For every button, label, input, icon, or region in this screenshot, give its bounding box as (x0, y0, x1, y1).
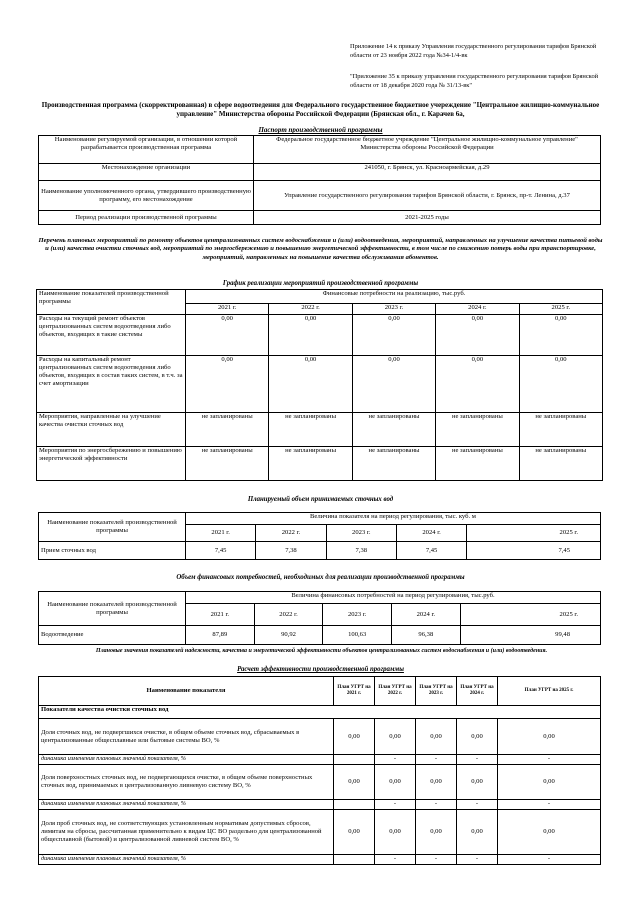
cell-value: 0,00 (457, 810, 498, 855)
cell-value: 0,00 (375, 719, 416, 755)
year-header: 2024 г. (392, 604, 461, 626)
volume-col-name: Наименование показателей производственной программы (39, 513, 186, 542)
cell-value: не запланированы (269, 413, 352, 447)
dynamics-value: - (498, 755, 601, 765)
passport-row (39, 164, 601, 181)
year-header: 2025 г. (467, 525, 601, 542)
passport-heading: Паспорт производственной программы (258, 126, 383, 134)
cell-value: не запланированы (436, 413, 519, 447)
passport-value: Федеральное государственное бюджетное учреждение "Центральное жилищно-коммунальное управление" Министерства обороны Российской Федерации (254, 136, 601, 164)
cell-value: 0,00 (519, 315, 602, 356)
cell-value: 0,00 (457, 765, 498, 800)
table-row (39, 542, 601, 560)
year-header: 2024 г. (396, 525, 466, 542)
dynamics-value: - (498, 800, 601, 810)
year-header: 2024 г. (436, 304, 519, 315)
reliability-table (38, 676, 601, 865)
reliability-col-name: Наименование показателя (39, 677, 334, 706)
cell-value: 0,00 (416, 719, 457, 755)
passport-value: 241050, г. Брянск, ул. Красноармейская, д.29 (254, 164, 601, 181)
appendix-line-2: "Приложение 35 к приказу управления государственного регулирования тарифов Брянской области от 18 декабря 2020 года № 31/13-вк" (350, 73, 599, 89)
measures-table (36, 289, 603, 481)
plan-header: План УГРТ на 2025 г. (498, 677, 601, 706)
measures-subheading: График реализации мероприятий производственной программы (222, 280, 419, 287)
passport-label: Наименование регулируемой организации, в отношении которой разрабатывается производственная программа (39, 136, 254, 164)
cell-value: 7,38 (256, 542, 326, 560)
row-label: Мероприятия по энергосбережению и повышению энергетической эффективности (37, 447, 186, 481)
measures-col-name: Наименование показателей производственной программы (37, 290, 186, 315)
cell-value: 0,00 (519, 356, 602, 413)
year-header: 2025 г. (519, 304, 602, 315)
dynamics-label: динамика изменения плановых значений показателя, % (39, 855, 334, 865)
volume-table (38, 512, 601, 560)
passport-value: 2021-2025 годы (254, 211, 601, 225)
cell-value: не запланированы (436, 447, 519, 481)
row-label: Доля поверхностных сточных вод, не подвергающихся очистке, в общем объеме поверхностных сточных вод, принимаемых в централизованную ливневую систему ВО, % (39, 765, 334, 800)
appendix-line-1: Приложение 14 к приказу Управления государственного регулирования тарифов Брянской области от 23 ноября 2022 года №34-1/4-вк (350, 43, 597, 59)
dynamics-value: - (457, 800, 498, 810)
reliability-subheading: Расчет эффективности производственной программы (237, 666, 404, 673)
year-header: 2021 г. (186, 604, 255, 626)
cell-value: 0,00 (416, 765, 457, 800)
cell-value: 87,89 (186, 626, 255, 645)
cell-value: 0,00 (498, 765, 601, 800)
table-row (37, 315, 603, 356)
plan-header: План УГРТ на 2022 г. (375, 677, 416, 706)
dynamics-value: - (498, 855, 601, 865)
plan-header: План УГРТ на 2024 г. (457, 677, 498, 706)
dynamics-value: - (416, 755, 457, 765)
table-row (39, 855, 601, 865)
dynamics-value: - (375, 800, 416, 810)
cell-value: 0,00 (352, 315, 435, 356)
cell-value: не запланированы (352, 447, 435, 481)
cell-value: 0,00 (457, 719, 498, 755)
dynamics-value (334, 855, 375, 865)
passport-table (38, 135, 601, 225)
row-label: Расходы на капитальный ремонт централизованных систем водоотведения либо объектов, входящих в состав таких систем, в т.ч. за счет амортизации (37, 356, 186, 413)
cell-value: не запланированы (186, 413, 269, 447)
year-header: 2023 г. (326, 525, 396, 542)
passport-value: Управление государственного регулирования тарифов Брянской области, г. Брянск, пр-т. Ленина, д.37 (254, 181, 601, 211)
table-row (37, 447, 603, 481)
table-row (39, 765, 601, 800)
plan-header: План УГРТ на 2023 г. (416, 677, 457, 706)
cell-value: 0,00 (186, 356, 269, 413)
passport-row (39, 181, 601, 211)
cell-value: 0,00 (436, 315, 519, 356)
dynamics-value: - (416, 855, 457, 865)
passport-label: Местонахождение организации (39, 164, 254, 181)
volume-col-group: Величина показателя на период регулирования, тыс. куб. м (186, 513, 601, 525)
volume-heading: Планируемый объем принимаемых сточных вод (247, 496, 394, 503)
cell-value: 7,45 (186, 542, 256, 560)
plan-header: План УГРТ на 2021 г. (334, 677, 375, 706)
cell-value: не запланированы (352, 413, 435, 447)
year-header: 2023 г. (323, 604, 392, 626)
passport-label: Наименование уполномоченного органа, утвердившего производственную программу, его местонахождение (39, 181, 254, 211)
measures-col-group: Финансовые потребности на реализацию, тыс.руб. (186, 290, 603, 304)
passport-label: Период реализации производственной программы (39, 211, 254, 225)
year-header: 2023 г. (352, 304, 435, 315)
finance-heading: Объем финансовых потребностей, необходимых для реализации производственной программы (176, 574, 465, 581)
cell-value: 0,00 (186, 315, 269, 356)
cell-value: 0,00 (269, 356, 352, 413)
dynamics-value: - (375, 755, 416, 765)
cell-value: 90,92 (254, 626, 323, 645)
cell-value: 7,38 (326, 542, 396, 560)
cell-value: 0,00 (498, 810, 601, 855)
table-row (37, 413, 603, 447)
cell-value: 0,00 (498, 719, 601, 755)
cell-value: 0,00 (416, 810, 457, 855)
dynamics-value: - (457, 855, 498, 865)
row-label: Мероприятия, направленные на улучшение качества очистки сточных вод (37, 413, 186, 447)
cell-value: не запланированы (519, 413, 602, 447)
table-row (39, 626, 601, 645)
cell-value: 0,00 (375, 765, 416, 800)
passport-row (39, 211, 601, 225)
row-label: Доля проб сточных вод, не соответствующих установленным нормативам допустимых сбросов, лимитам на сбросы, рассчитанная применительно к видам ЦС ВО раздельно для централизованной общесплавной (бытовой) и централизованной ливневой систем ВО, % (39, 810, 334, 855)
year-header: 2021 г. (186, 304, 269, 315)
finance-col-name: Наименование показателей производственной программы (39, 592, 186, 626)
dynamics-label: динамика изменения плановых значений показателя, % (39, 800, 334, 810)
dynamics-value (334, 755, 375, 765)
dynamics-value (334, 800, 375, 810)
measures-heading: Перечень плановых мероприятий по ремонту объектов централизованных систем водоснабжения и (или) водоотведения, мероприятий, направленных на улучшение качества питьевой воды и (или) качества очистки сточных вод, мероприятий по энергосбережению и повышению энергетической эффективности, в том числе по снижению потерь воды при транспортировке, мероприятий, направленных на повышение качества обслуживания абонентов. (38, 237, 603, 261)
cell-value: 99,48 (460, 626, 600, 645)
cell-value: 7,45 (467, 542, 601, 560)
cell-value: 0,00 (334, 719, 375, 755)
table-row (37, 356, 603, 413)
row-label: Доля сточных вод, не подвергшихся очистке, в общем объеме сточных вод, сбрасываемых в централизованные общесплавные или бытовые системы ВО, % (39, 719, 334, 755)
year-header: 2022 г. (269, 304, 352, 315)
section-title: Показатели качества очистки сточных вод (39, 706, 601, 719)
year-header: 2022 г. (256, 525, 326, 542)
table-row (39, 810, 601, 855)
cell-value: 0,00 (375, 810, 416, 855)
cell-value: не запланированы (186, 447, 269, 481)
year-header: 2025 г. (460, 604, 600, 626)
year-header: 2022 г. (254, 604, 323, 626)
year-header: 2021 г. (186, 525, 256, 542)
cell-value: 100,63 (323, 626, 392, 645)
dynamics-value: - (457, 755, 498, 765)
cell-value: 0,00 (334, 810, 375, 855)
cell-value: 0,00 (334, 765, 375, 800)
dynamics-label: динамика изменения плановых значений показателя, % (39, 755, 334, 765)
cell-value: не запланированы (269, 447, 352, 481)
row-label: Расходы на текущий ремонт объектов централизованных систем водоотведения либо объектов, входящих в такие системы (37, 315, 186, 356)
finance-col-group: Величина финансовых потребностей на период регулирования, тыс.руб. (186, 592, 601, 604)
finance-table (38, 591, 601, 645)
cell-value: 7,45 (396, 542, 466, 560)
document-title: Производственная программа (скорректированная) в сфере водоотведения для Федерального государственное бюджетное учереждение "Центральное жилищно-коммунальное управление" Министерства обороны Российской Федерации (Брянская обл., г. Карачев 6а, (41, 101, 600, 118)
table-row (39, 755, 601, 765)
passport-row (39, 136, 601, 164)
cell-value: не запланированы (519, 447, 602, 481)
table-row (39, 800, 601, 810)
cell-value: 0,00 (436, 356, 519, 413)
table-row (39, 719, 601, 755)
cell-value: 0,00 (269, 315, 352, 356)
cell-value: 0,00 (352, 356, 435, 413)
row-label: Водоотведение (39, 626, 186, 645)
dynamics-value: - (416, 800, 457, 810)
reliability-heading: Плановые значения показателей надежности, качества и энергетической эффективности объектов централизованных систем водоснабжения и (или) водоотведения. (95, 648, 548, 654)
row-label: Прием сточных вод (39, 542, 186, 560)
cell-value: 96,38 (392, 626, 461, 645)
dynamics-value: - (375, 855, 416, 865)
